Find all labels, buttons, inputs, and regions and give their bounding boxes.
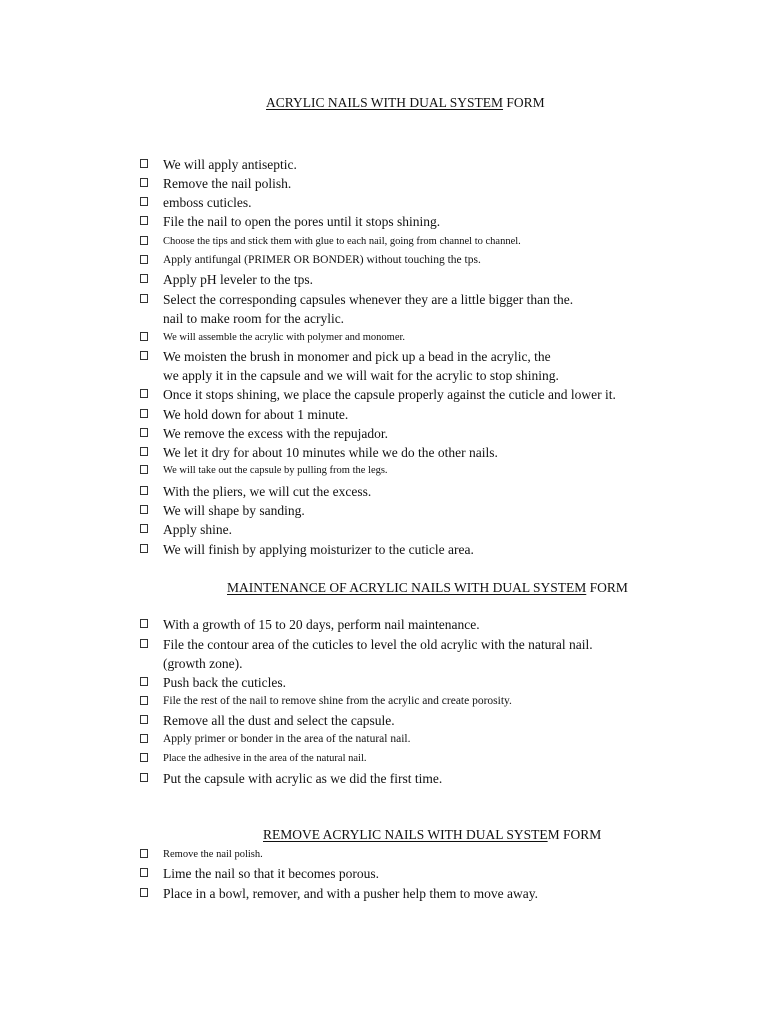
item-text: Push back the cuticles. (163, 675, 286, 690)
checkbox-icon (140, 696, 148, 705)
item-text: We will shape by sanding. (163, 503, 305, 518)
checkbox-icon (140, 447, 148, 456)
item-text: With a growth of 15 to 20 days, perform nail maintenance. (163, 617, 480, 632)
item-text: We will take out the capsule by pulling from the legs. (163, 465, 388, 476)
item-text: We let it dry for about 10 minutes while we do the other nails. (163, 445, 498, 460)
checkbox-icon (140, 888, 148, 897)
item-text: Remove the nail polish. (163, 849, 263, 860)
item-text: With the pliers, we will cut the excess. (163, 484, 372, 499)
checkbox-icon (140, 428, 148, 437)
item-text: We will apply antiseptic. (163, 157, 297, 172)
item-text: (growth zone). (163, 656, 243, 671)
item-text: Choose the tips and stick them with glue to each nail, going from channel to channel. (163, 236, 521, 247)
checkbox-icon (140, 274, 148, 283)
section-title-acrylic-nails (0, 95, 768, 111)
checkbox-icon (140, 351, 148, 360)
checkbox-icon (140, 677, 148, 686)
checkbox-icon (140, 255, 148, 264)
checkbox-icon (140, 619, 148, 628)
checkbox-icon (140, 734, 148, 743)
section-title-suffix: M FORM (547, 827, 602, 842)
item-text: Apply primer or bonder in the area of the natural nail. (163, 733, 411, 745)
checkbox-icon (140, 544, 148, 553)
item-text: Place the adhesive in the area of the natural nail. (163, 753, 367, 764)
checkbox-icon (140, 409, 148, 418)
checkbox-icon (140, 197, 148, 206)
checkbox-icon (140, 389, 148, 398)
section-title-remove (0, 827, 768, 843)
item-text: Select the corresponding capsules whenever they are a little bigger than the. (163, 292, 574, 307)
item-text: emboss cuticles. (163, 195, 252, 210)
checkbox-icon (140, 773, 148, 782)
item-text: Lime the nail so that it becomes porous. (163, 866, 379, 881)
item-text: We remove the excess with the repujador. (163, 426, 388, 441)
section-title-underlined: MAINTENANCE OF ACRYLIC NAILS WITH DUAL SYSTEM (227, 580, 587, 595)
item-text: File the contour area of the cuticles to level the old acrylic with the natural nail. (163, 637, 593, 652)
item-text: We moisten the brush in monomer and pick up a bead in the acrylic, the (163, 349, 551, 364)
item-text: we apply it in the capsule and we will wait for the acrylic to stop shining. (163, 368, 559, 383)
checkbox-icon (140, 159, 148, 168)
item-text: nail to make room for the acrylic. (163, 311, 345, 326)
checkbox-icon (140, 639, 148, 648)
item-text: Once it stops shining, we place the capsule properly against the cuticle and lower it. (163, 387, 616, 402)
item-text: We will assemble the acrylic with polymer and monomer. (163, 332, 406, 343)
item-text: Apply shine. (163, 522, 232, 537)
item-text: We will finish by applying moisturizer to the cuticle area. (163, 542, 474, 557)
checkbox-icon (140, 216, 148, 225)
item-text: Apply antifungal (PRIMER OR BONDER) without touching the tps. (163, 254, 481, 266)
section-title-suffix: FORM (503, 95, 545, 110)
item-text: File the rest of the nail to remove shine from the acrylic and create porosity. (163, 695, 512, 707)
section-title-underlined: ACRYLIC NAILS WITH DUAL SYSTEM (266, 95, 504, 110)
checkbox-icon (140, 332, 148, 341)
checkbox-icon (140, 868, 148, 877)
checkbox-icon (140, 236, 148, 245)
section-title-underlined: REMOVE ACRYLIC NAILS WITH DUAL SYSTE (263, 827, 548, 842)
checkbox-icon (140, 524, 148, 533)
checkbox-icon (140, 486, 148, 495)
item-text: Apply pH leveler to the tps. (163, 272, 313, 287)
item-text: We hold down for about 1 minute. (163, 407, 349, 422)
checkbox-icon (140, 178, 148, 187)
checkbox-icon (140, 505, 148, 514)
item-text: Place in a bowl, remover, and with a pusher help them to move away. (163, 886, 538, 901)
checkbox-icon (140, 465, 148, 474)
item-text: Remove the nail polish. (163, 176, 292, 191)
item-text: Put the capsule with acrylic as we did the first time. (163, 771, 443, 786)
item-text: File the nail to open the pores until it stops shining. (163, 214, 441, 229)
checkbox-icon (140, 294, 148, 303)
section-title-maintenance (0, 580, 768, 596)
checkbox-icon (140, 849, 148, 858)
item-text: Remove all the dust and select the capsule. (163, 713, 395, 728)
section-title-suffix: FORM (586, 580, 628, 595)
checkbox-icon (140, 715, 148, 724)
checkbox-icon (140, 753, 148, 762)
